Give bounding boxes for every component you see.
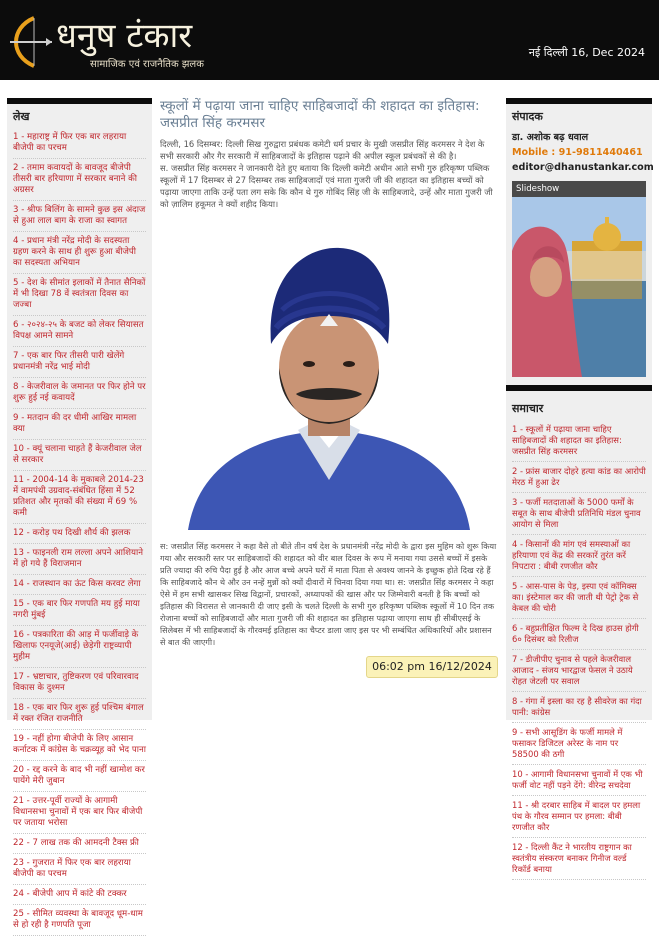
list-item[interactable]: 5 - आस-पास के पेड़, इस्पा एवं कॉमिक्स का। इंस्टेमाल कर की जाती थी पेट्रो ट्रेक से केबल की चोरी <box>512 577 646 619</box>
list-item[interactable]: 12 - दिल्ली कैंट ने भारतीय राष्ट्रगान का स्वतंत्रीय संस्करण बनाकर गिनीज वर्ल्ड रिकॉर्ड बनाया <box>512 838 646 880</box>
site-tagline: सामाजिक एवं राजनैतिक झलक <box>90 59 204 70</box>
editor-email[interactable]: editor@dhanustankar.com <box>512 162 654 173</box>
news-heading: समाचार <box>506 385 652 420</box>
list-item[interactable]: 11 - श्री दरबार साहिब में बादल पर हमला पंथ के गौरव सम्मान पर हमला: बीबी रणजीत कौर <box>512 796 646 838</box>
list-item[interactable]: 7 - एक बार फिर तीसरी पारी खेलेंगे प्रधानमंत्री नरेंद्र भाई मोदी <box>13 347 146 378</box>
list-item[interactable]: 9 - मतदान की दर धीमी आखिर मामला क्या <box>13 409 146 440</box>
article-paragraph-3: स: जसप्रीत सिंह करमसर ने कहा वैसे तो बीते तीन वर्ष देश के प्रधानमंत्री नरेंद्र मोदी के द्वारा इस मुहिम को शुरू किया गया और सरकारी स्तर पर साहिबजादों की शहादत को वीर बाल दिवस के रूप में मनाया गया उससे बच्चों में इसके प्रति ज्यादा की रुचि पैदा हुई है और आज बच्चे अपने घरों में माता पिता से अवश्य जानने के इच्छुक होते दिख रहे हैं कि साहिबजादे कौन थे और उन नन्हें मुन्नों को क्यों दीवारों में चिनवा दिया गया था। स: जसप्रीत सिंह करमसर ने कहा ऐसे में हम सभी खासकर सिख विद्वानों, प्रचारकों, अध्यापकों की खास और पर जिम्मेवारी बनती है कि बच्चों को इतिहास की विरासत से जानकारी दी जाए इसी के चलते दिल्ली के सभी गुरु हरिकृष्ण पब्लिक स्कूलों में 10 दिन तक रोजाना बच्चों को साहिबजादों और माता गुजरी जी की शहादत का इतिहास पढ़ाया जाएगा साथ ही सीबीएसई के सिलेबस में भी साहिबजादों के गौरवमई इतिहास का चैप्टर डाला जाए इस पर भी सम्बंधित अधिकारियों और प्रशासन से बात की जाएगी। <box>160 541 497 647</box>
article-paragraph-2: स. जसप्रीत सिंह करमसर ने जानकारी देते हुए बताया कि दिल्ली कमेटी अधीन आते सभी गुरु हरिकृष्ण पब्लिक स्कूलों में 17 दिसम्बर से 27 दिसम्बर तक साहिबजादों एवं माता गुजरी जी की शहादत का इतिहास बच्चों को पढ़ाया जाएगा ताकि उन्हें पता लग सके कि कौन थे गुरु गोबिंद सिंह जी के साहिबजादे, उन्हें और माता गुजरी जी को ज़ालिम हकूमत ने क्यों शहीद किया। <box>160 163 493 209</box>
slideshow-label: Slideshow <box>512 181 646 197</box>
list-item[interactable]: 1 - महाराष्ट्र में फिर एक बार लहराया बीजेपी का परचम <box>13 128 146 159</box>
bow-logo-icon <box>4 14 54 70</box>
list-item[interactable]: 1 - स्कूलों में पढ़ाया जाना चाहिए साहिबजादों की शहादत का इतिहास: जसप्रीत सिंह करमसर <box>512 420 646 462</box>
left-sidebar <box>7 98 152 930</box>
golden-temple-photo <box>512 181 646 377</box>
list-item[interactable]: 5 - देश के सीमांत इलाकों में तैनात सैनिकों में भी दिखा 78 वें स्वतंत्रता दिवस का जज्बा <box>13 274 146 316</box>
list-item[interactable]: 10 - क्यूं चलाना चाहते हैं केजरीवाल जेल से सरकार <box>13 440 146 471</box>
article-title: स्कूलों में पढ़ाया जाना चाहिए साहिबजादों की शहादत का इतिहास: जसप्रीत सिंह करमसर <box>160 98 480 131</box>
left-sidebar-heading: लेख <box>13 110 30 123</box>
list-item[interactable]: 4 - प्रधान मंत्री नरेंद्र मोदी के सदस्यता ग्रहण करने के साथ ही शुरू हुआ बीजेपी का सदस्यता अभियान <box>13 232 146 274</box>
portrait-illustration <box>158 218 500 530</box>
article-timestamp: 06:02 pm 16/12/2024 <box>366 656 498 678</box>
list-item[interactable]: 9 - सभी आसूडिंग के फर्जी मामले में फसाकर डिजिटल अरेस्ट के नाम पर 58500 की ठगी <box>512 723 646 765</box>
editor-mobile: Mobile : 91-9811440461 <box>512 147 643 158</box>
list-item[interactable]: 7 - डीजीपीए चुनाव से पहले केजरीवाल आजाद - संजय भारद्वाज फेसल ने उठाये रोहत जेटली पर सवाल <box>512 650 646 692</box>
news-list <box>506 420 652 880</box>
list-item[interactable]: 13 - फाइनली राम लल्ला अपने आशियाने में हो गये हैं विराजमान <box>13 544 146 575</box>
list-item[interactable]: 15 - एक बार फिर गणपति मय हुई माया नगरी मुंबई <box>13 595 146 626</box>
editor-heading: संपादक <box>512 110 543 123</box>
list-item[interactable]: 12 - करोड़ पथ दिखी शौर्य की झलक <box>13 524 146 544</box>
list-item[interactable]: 2 - तमाम कवायदों के बावजूद बीजेपी तीसरी बार हरियाणा में सरकार बनाने की अग्रसर <box>13 159 146 201</box>
list-item[interactable]: 18 - एक बार फिर शुरू हुई पश्चिम बंगाल में रक्त रंजित राजनीति <box>13 699 146 730</box>
site-header <box>0 0 659 80</box>
list-item[interactable]: 6 - २०२४-२५ के बजट को लेकर सियासत विपक्ष आमने सामने <box>13 316 146 347</box>
editor-name: डा. अशोक बढ़ धवाल <box>512 132 589 143</box>
slideshow[interactable] <box>512 181 646 377</box>
list-item[interactable]: 22 - 7 लाख तक की आमदनी टैक्स फ्री <box>13 834 146 854</box>
list-item[interactable]: 2 - फ्रांस बाजार दोहरे हत्या कांड का आरोपी मेरठ में हुआ ढेर <box>512 462 646 493</box>
list-item[interactable]: 14 - राजस्थान का ऊंट किस करवट लेगा <box>13 575 146 595</box>
list-item[interactable]: 11 - 2004-14 के मुकाबले 2014-23 में वामपंथी उग्रवाद-संबंधित हिंसा में 52 प्रतिशत और मृतकों की संख्या में 69 % कमी <box>13 471 146 524</box>
list-item[interactable]: 21 - उत्तर-पूर्वी राज्यों के आगामी विधानसभा चुनावों में एक बार फिर बीजेपी पर जताया भरोसा <box>13 792 146 834</box>
list-item[interactable]: 16 - पत्रकारिता की आड़ में फर्जीवाड़े के खिलाफ एनयूजे(आई) छेड़ेगी राष्ट्रव्यापी मुहीम <box>13 626 146 668</box>
header-date: नई दिल्ली 16, Dec 2024 <box>528 46 645 59</box>
list-item[interactable]: 25 - सीमित व्यवस्था के बावजूद धूम-धाम से हो रही है गणपति पूजा <box>13 905 146 936</box>
list-item[interactable]: 17 - भ्रष्टाचार, तुष्टिकरण एवं परिवारवाद विकास के दुश्मन <box>13 668 146 699</box>
list-item[interactable]: 6 - बहुप्रतीक्षित फिल्म दे दिख हाउस होगी 6० दिसंबर को रिलीज <box>512 619 646 650</box>
article-paragraph-1: दिल्ली, 16 दिसम्बर: दिल्ली सिख गुरुद्वारा प्रबंधक कमेटी धर्म प्रचार के मुखी जसप्रीत सिंह करमसर ने देश के सभी सरकारी और गैर सरकारी में साहिबजादों के इतिहास पढ़ाने की अपील स्कूल प्रबंधकों से की है। <box>160 139 485 161</box>
right-sidebar <box>506 98 654 874</box>
site-brand[interactable]: धनुष टंकार <box>56 16 193 56</box>
list-item[interactable]: 24 - बीजेपी आप में कांटे की टक्कर <box>13 885 146 905</box>
list-item[interactable]: 8 - केजरीवाल के जमानत पर फिर होने पर शुरू हुई नई कवायदें <box>13 378 146 409</box>
article-main <box>158 98 500 720</box>
list-item[interactable]: 3 - फर्जी मतदाताओं के 5000 फर्मों के सबूत के साथ बीजेपी प्रतिनिधि मंडल चुनाव आयोग से मिला <box>512 493 646 535</box>
list-item[interactable]: 10 - आगामी विधानसभा चुनावों में एक भी फर्जी वोट नहीं पड़ने देंगे: वीरेन्द्र सचदेवा <box>512 765 646 796</box>
list-item[interactable]: 8 - गंगा में इस्ला का रह है सीवरेज का गंदा पानी: कांग्रेस <box>512 692 646 723</box>
list-item[interactable]: 23 - गुजरात में फिर एक बार लहराया बीजेपी का परचम <box>13 854 146 885</box>
list-item[interactable]: 20 - रद्द करने के बाद भी नहीं खामोश कर पायेंगे मेरी जुबान <box>13 761 146 792</box>
list-item[interactable]: 3 - श्रीफ बिलिंग के सामने कुछ इस अंदाज से हुआ लाल बाग के राजा का स्वागत <box>13 201 146 232</box>
list-item[interactable]: 4 - किसानों की मांग एवं समस्याओं का हरियाणा एवं केंद्र की सरकारें तुरंत करें निपटारा : बीबी रणजीत कौर <box>512 535 646 577</box>
article-list <box>7 128 152 936</box>
list-item[interactable]: 19 - नहीं होगा बीजेपी के लिए आसान कर्नाटक में कांग्रेस के चक्रव्यूह को भेद पाना <box>13 730 146 761</box>
article-photo <box>158 218 500 530</box>
